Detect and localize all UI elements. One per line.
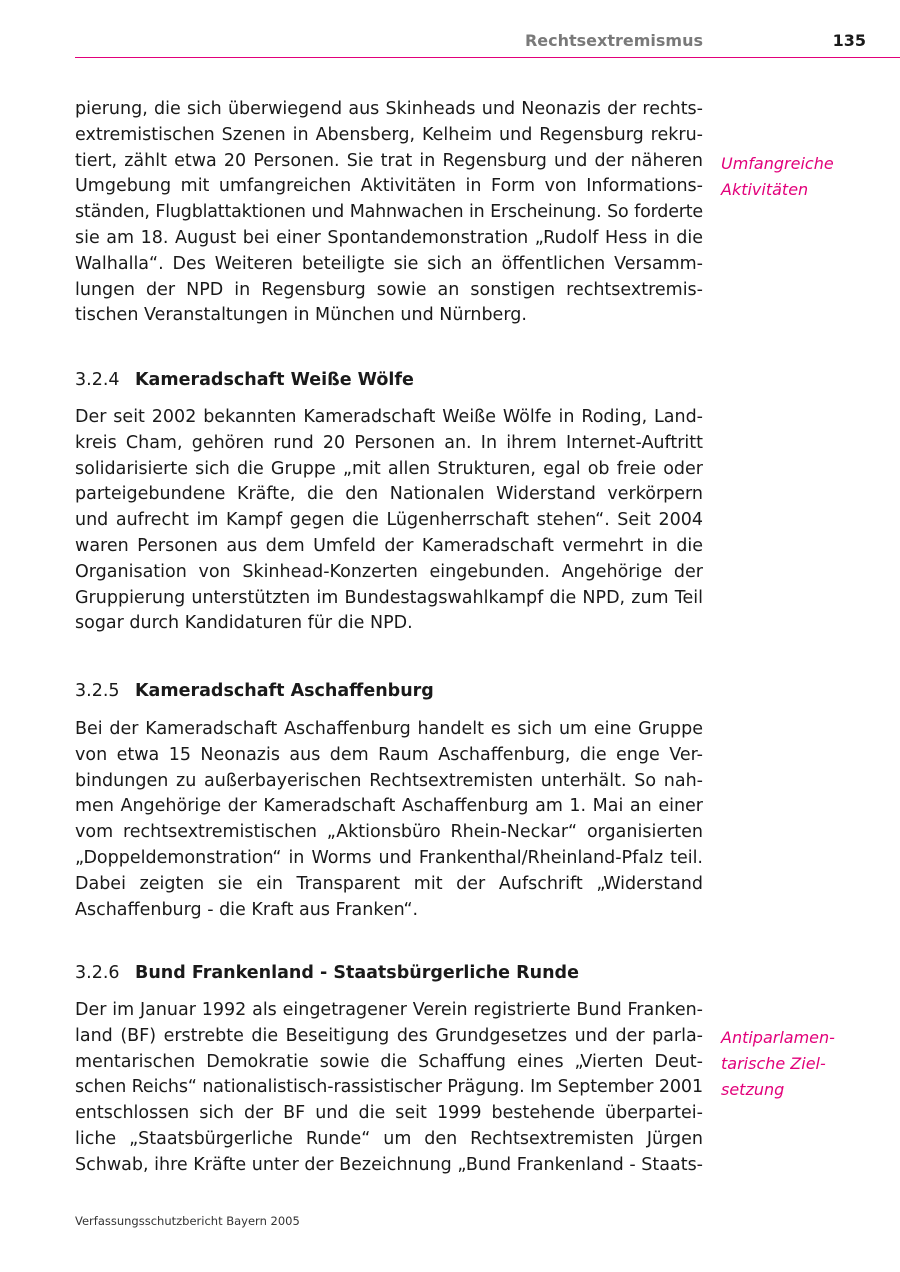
text-line: Der im Januar 1992 als eingetragener Verein registrierte Bund Franken- (75, 1000, 703, 1020)
text-line: parteigebundene Kräfte, die den Nationalen Widerstand verkörpern (75, 484, 703, 505)
text-line: sogar durch Kandidaturen für die NPD. (75, 613, 413, 634)
margin-note-line: Antiparlamen- (721, 1028, 835, 1047)
running-title: Rechtsextremismus (524, 31, 703, 50)
margin-note-line: Umfangreiche (721, 154, 834, 173)
text-line: Organisation von Skinhead-Konzerten eingebunden. Angehörige der (75, 561, 703, 582)
section-number: 3.2.4 (75, 370, 120, 390)
section-heading-3-2-4 (75, 367, 414, 393)
text-line: Gruppierung unterstützten im Bundestagswahlkampf die NPD, zum Teil (75, 587, 703, 608)
text-line: schen Reichs“ nationalistisch-rassistischer Prägung. Im September 2001 (75, 1077, 703, 1098)
section-title: Kameradschaft Aschaffenburg (135, 681, 434, 701)
text-line: sie am 18. August bei einer Spontandemonstration „Rudolf Hess in die (75, 227, 703, 248)
page-footer: Verfassungsschutzbericht Bayern 2005 (75, 1214, 300, 1228)
text-line: von etwa 15 Neonazis aus dem Raum Aschaffenburg, die enge Ver- (75, 744, 703, 765)
text-line: ständen, Flugblattaktionen und Mahnwachen in Erscheinung. So forderte (75, 202, 703, 223)
text-line: solidarisierte sich die Gruppe „mit allen Strukturen, egal ob freie oder (75, 458, 703, 479)
section-number: 3.2.5 (75, 681, 120, 701)
text-line: waren Personen aus dem Umfeld der Kameradschaft vermehrt in die (75, 535, 703, 556)
margin-note-antiparlamentarische-zielsetzung (721, 1025, 871, 1102)
margin-note-line: tarische Ziel- (721, 1053, 826, 1073)
text-line: „Doppeldemonstration“ in Worms und Frankenthal/Rheinland-Pfalz teil. (75, 847, 703, 868)
text-line: Umgebung mit umfangreichen Aktivitäten in Form von Informations- (75, 176, 703, 197)
section-paragraph-3-2-6 (75, 998, 703, 1179)
text-line: Bei der Kameradschaft Aschaffenburg handelt es sich um eine Gruppe (75, 719, 703, 739)
text-line: und aufrecht im Kampf gegen die Lügenherrschaft stehen“. Seit 2004 (75, 510, 703, 531)
margin-note-line: setzung (721, 1079, 785, 1099)
text-line: Aschaffenburg - die Kraft aus Franken“. (75, 899, 419, 920)
text-line: land (BF) erstrebte die Beseitigung des Grundgesetzes und der parla- (75, 1025, 703, 1046)
section-title: Bund Frankenland - Staatsbürgerliche Runde (135, 963, 579, 983)
text-line: extremistischen Szenen in Abensberg, Kelheim und Regensburg rekru- (75, 124, 703, 145)
text-line: Walhalla“. Des Weiteren beteiligte sie sich an öffentlichen Versamm- (75, 253, 703, 274)
intro-paragraph (75, 97, 703, 329)
text-line: lungen der NPD in Regensburg sowie an sonstigen rechtsextremis- (75, 279, 703, 300)
text-line: mentarischen Demokratie sowie die Schaffung eines „Vierten Deut- (75, 1051, 703, 1072)
margin-note-line: Aktivitäten (721, 179, 809, 199)
text-line: entschlossen sich der BF und die seit 1999 bestehende überpartei- (75, 1103, 703, 1124)
section-heading-3-2-6 (75, 960, 579, 986)
text-line: Der seit 2002 bekannten Kameradschaft Weiße Wölfe in Roding, Land- (75, 407, 703, 427)
text-line: bindungen zu außerbayerischen Rechtsextremisten unterhält. So nah- (75, 770, 703, 791)
text-line: liche „Staatsbürgerliche Runde“ um den Rechtsextremisten Jürgen (75, 1128, 703, 1149)
section-heading-3-2-5 (75, 678, 434, 704)
margin-note-umfangreiche-aktivitaeten (721, 151, 871, 203)
text-line: men Angehörige der Kameradschaft Aschaffenburg am 1. Mai an einer (75, 796, 703, 817)
page-number: 135 (832, 31, 866, 50)
section-title: Kameradschaft Weiße Wölfe (135, 370, 414, 390)
text-line: Schwab, ihre Kräfte unter der Bezeichnung „Bund Frankenland - Staats- (75, 1154, 703, 1175)
text-line: Dabei zeigten sie ein Transparent mit der Aufschrift „Widerstand (75, 873, 703, 894)
text-line: tischen Veranstaltungen in München und Nürnberg. (75, 305, 527, 326)
text-line: vom rechtsextremistischen „Aktionsbüro Rhein-Neckar“ organisierten (75, 822, 703, 843)
section-number: 3.2.6 (75, 963, 120, 983)
section-paragraph-3-2-4 (75, 405, 703, 637)
text-line: kreis Cham, gehören rund 20 Personen an. In ihrem Internet-Auftritt (75, 432, 703, 453)
text-line: pierung, die sich überwiegend aus Skinheads und Neonazis der rechts- (75, 99, 703, 119)
header-rule (75, 57, 900, 58)
text-line: tiert, zählt etwa 20 Personen. Sie trat in Regensburg und der näheren (75, 150, 703, 171)
section-paragraph-3-2-5 (75, 717, 703, 923)
